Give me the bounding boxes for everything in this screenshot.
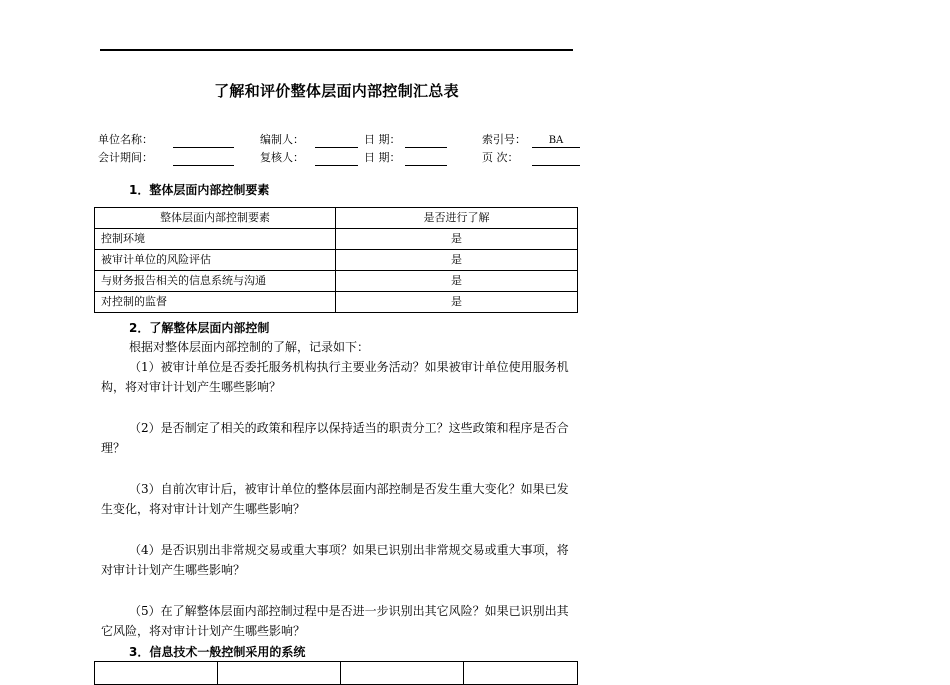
preparer-field[interactable] — [315, 134, 358, 148]
index-field[interactable]: BA — [532, 134, 580, 148]
reviewer-label: 复核人： — [260, 151, 304, 164]
question-1: （1）被审计单位是否委托服务机构执行主要业务活动？如果被审计单位使用服务机构，将对审计计划产生哪些影响？ — [101, 360, 569, 394]
date-field-1[interactable] — [405, 134, 447, 148]
table-row — [95, 250, 578, 271]
section2-heading: 2．了解整体层面内部控制 — [129, 321, 270, 335]
understood-cell: 是 — [336, 292, 578, 313]
question-2: （2）是否制定了相关的政策和程序以保持适当的职责分工？这些政策和程序是否合理？ — [101, 421, 569, 455]
table-cell — [464, 662, 578, 685]
understood-cell: 是 — [336, 271, 578, 292]
section1-heading: 1．整体层面内部控制要素 — [129, 183, 270, 197]
table-cell — [218, 662, 341, 685]
column-header: 是否进行了解 — [336, 208, 578, 229]
table-row — [95, 292, 578, 313]
top-rule — [100, 49, 573, 51]
table-cell — [95, 662, 218, 685]
element-cell: 控制环境 — [95, 229, 336, 250]
date-field-2[interactable] — [405, 152, 447, 166]
understood-cell: 是 — [336, 250, 578, 271]
preparer-label: 编制人： — [260, 133, 304, 146]
index-label: 索引号： — [482, 133, 526, 146]
page-field[interactable] — [532, 152, 580, 166]
element-cell: 与财务报告相关的信息系统与沟通 — [95, 271, 336, 292]
understood-cell: 是 — [336, 229, 578, 250]
table-row — [95, 271, 578, 292]
reviewer-field[interactable] — [315, 152, 358, 166]
question-3: （3）自前次审计后，被审计单位的整体层面内部控制是否发生重大变化？如果已发生变化，将对审计计划产生哪些影响？ — [101, 482, 569, 516]
period-label: 会计期间： — [98, 151, 153, 164]
section3-heading: 3．信息技术一般控制采用的系统 — [129, 645, 306, 659]
element-cell: 被审计单位的风险评估 — [95, 250, 336, 271]
control-elements-table — [94, 207, 578, 313]
table-cell — [341, 662, 464, 685]
table-row — [95, 229, 578, 250]
question-4: （4）是否识别出非常规交易或重大事项？如果已识别出非常规交易或重大事项，将对审计计划产生哪些影响？ — [101, 543, 569, 577]
unit-name-label: 单位名称： — [98, 133, 153, 146]
period-field[interactable] — [173, 152, 234, 166]
page-title: 了解和评价整体层面内部控制汇总表 — [214, 82, 459, 100]
page-label: 页 次： — [482, 151, 519, 164]
table-header-row — [95, 208, 578, 229]
element-cell: 对控制的监督 — [95, 292, 336, 313]
date-label-2: 日 期： — [364, 151, 401, 164]
question-5: （5）在了解整体层面内部控制过程中是否进一步识别出其它风险？如果已识别出其它风险，将对审计计划产生哪些影响？ — [101, 604, 569, 638]
date-label-1: 日 期： — [364, 133, 401, 146]
it-systems-table — [94, 661, 578, 685]
unit-name-field[interactable] — [173, 134, 234, 148]
column-header: 整体层面内部控制要素 — [95, 208, 336, 229]
table-row — [95, 662, 578, 685]
section2-intro: 根据对整体层面内部控制的了解，记录如下： — [129, 340, 370, 354]
